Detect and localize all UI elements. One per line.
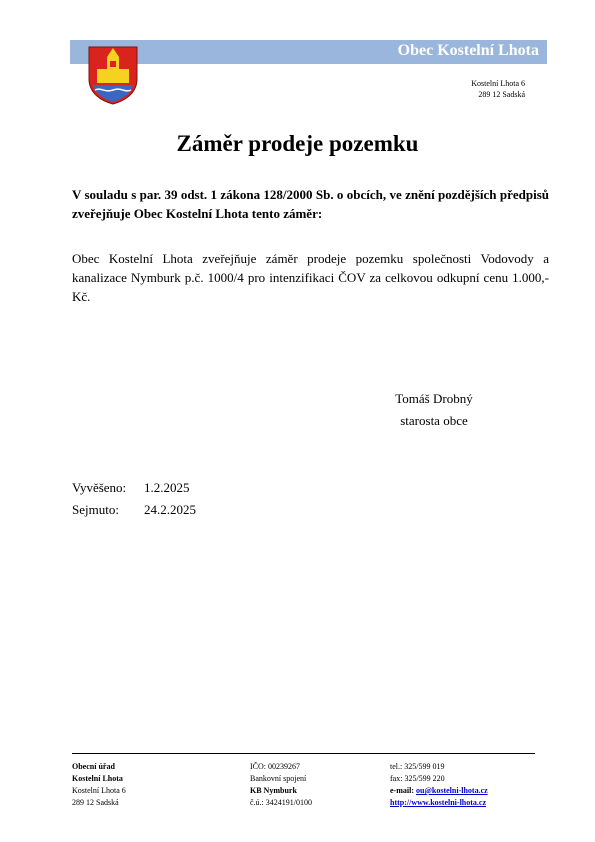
footer-bank [250, 761, 312, 809]
municipality-title: Obec Kostelní Lhota [397, 42, 539, 59]
footer-office-line: 289 12 Sadská [72, 798, 119, 807]
footer-email-row [390, 785, 488, 797]
removed-label: Sejmuto: [72, 502, 119, 517]
posting-dates [72, 477, 196, 521]
footer-office-line: Obecní úřad [72, 762, 115, 771]
footer-email-label: e-mail: [390, 786, 416, 795]
posted-row [72, 477, 196, 499]
footer-office-line: Kostelní Lhota [72, 774, 123, 783]
footer-contact [390, 761, 488, 809]
email-link[interactable]: ou@kostelni-lhota.cz [416, 786, 488, 795]
document-title: Záměr prodeje pozemku [176, 131, 419, 156]
header-bar [70, 40, 547, 64]
footer-office-line: Kostelní Lhota 6 [72, 786, 126, 795]
removed-row [72, 499, 196, 521]
posted-date: 1.2.2025 [144, 480, 190, 495]
footer-tel: tel.: 325/599 019 [390, 762, 445, 771]
footer-bank-line: KB Nymburk [250, 786, 297, 795]
footer-bank-line: IČO: 00239267 [250, 762, 300, 771]
footer-fax: fax: 325/599 220 [390, 774, 445, 783]
signature-block [378, 388, 490, 432]
signatory-name: Tomáš Drobný [395, 391, 473, 406]
address-line-street: Kostelní Lhota 6 [471, 79, 525, 88]
posted-label: Vyvěšeno: [72, 480, 127, 495]
coat-of-arms-icon [87, 45, 139, 105]
website-link[interactable]: http://www.kostelni-lhota.cz [390, 798, 486, 807]
footer-office [72, 761, 126, 809]
address-top [400, 78, 525, 100]
footer-bank-line: č.ú.: 3424191/0100 [250, 798, 312, 807]
footer-bank-line: Bankovní spojení [250, 774, 307, 783]
signatory-role: starosta obce [400, 413, 468, 428]
footer-divider [72, 753, 535, 754]
address-line-city: 289 12 Sadská [478, 90, 525, 99]
body-paragraph: Obec Kostelní Lhota zveřejňuje záměr prodeje pozemku společnosti Vodovody a kanalizace Nymburk p.č. 1000/4 pro intenzifikaci ČOV za celkovou odkupní cenu 1.000,-Kč. [72, 251, 549, 304]
intro-paragraph: V souladu s par. 39 odst. 1 zákona 128/2000 Sb. o obcích, ve znění pozdějších předpisů zveřejňuje Obec Kostelní Lhota tento záměr: [72, 187, 549, 221]
removed-date: 24.2.2025 [144, 502, 196, 517]
